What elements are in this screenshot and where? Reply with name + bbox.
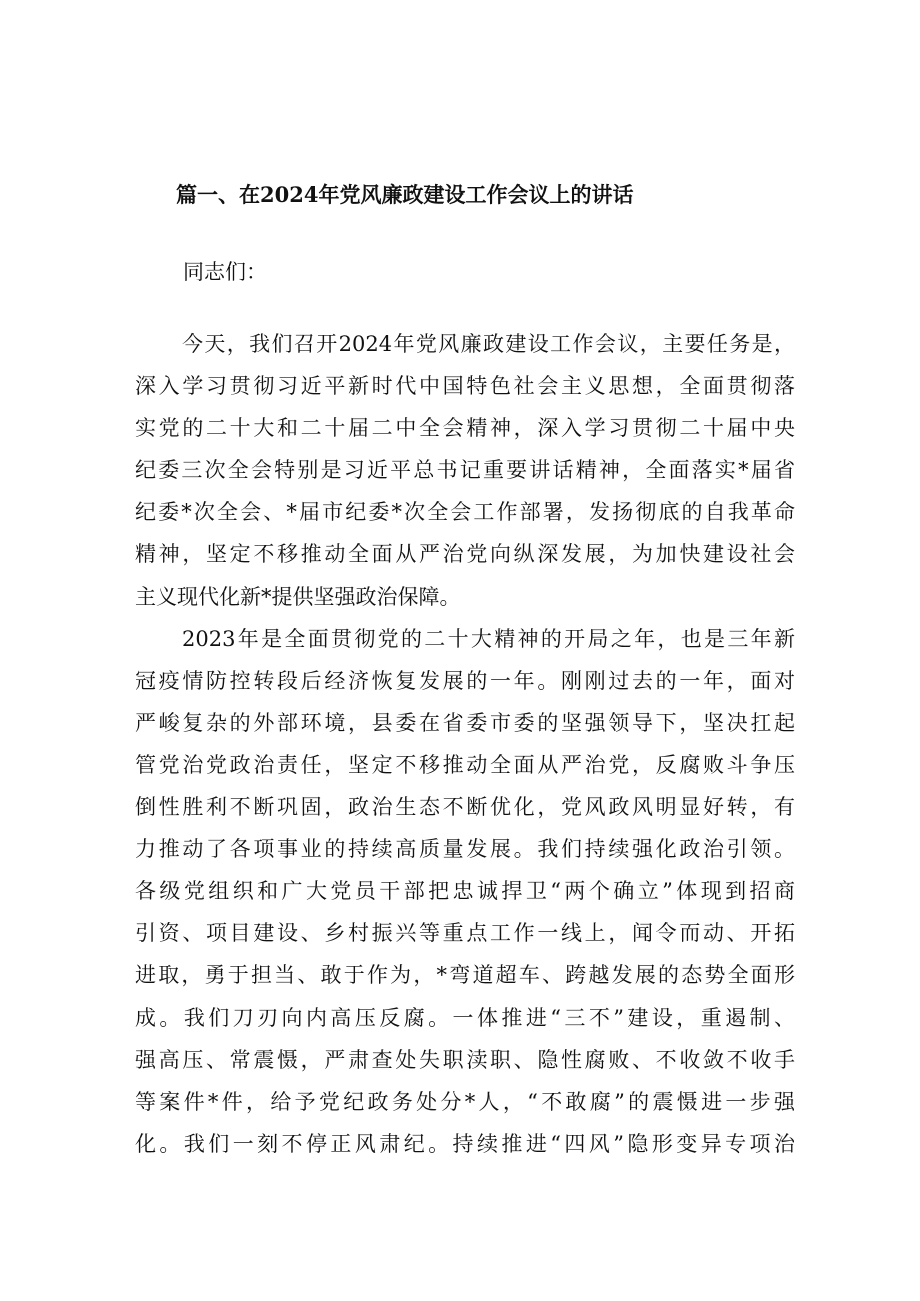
text-line: 主义现代化新*提供坚强政治保障。	[135, 584, 461, 609]
text-line: 冠疫情防控转段后经济恢复发展的一年。刚刚过去的一年，面对	[135, 668, 795, 693]
document-title: 篇一、在2024年党风廉政建设工作会议上的讲话	[176, 182, 634, 207]
body-text	[135, 323, 795, 1165]
text-line: 化。我们一刻不停正风肃纪。持续推进“四风”隐形变异专项治	[135, 1131, 795, 1156]
text-line: 等案件*件，给予党纪政务处分*人，“不敢腐”的震慑进一步强	[135, 1089, 795, 1114]
text-line: 精神，坚定不移推动全面从严治党向纵深发展，为加快建设社会	[135, 542, 795, 567]
text-line: 力推动了各项事业的持续高质量发展。我们持续强化政治引领。	[135, 837, 795, 862]
text-line: 管党治党政治责任，坚定不移推动全面从严治党，反腐败斗争压	[135, 752, 795, 777]
text-line: 倒性胜利不断巩固，政治生态不断优化，党风政风明显好转，有	[135, 795, 795, 820]
text-line: 纪委*次全会、*届市纪委*次全会工作部署，发扬彻底的自我革命	[135, 500, 795, 525]
text-line: 深入学习贯彻习近平新时代中国特色社会主义思想，全面贯彻落	[135, 374, 795, 399]
text-line: 各级党组织和广大党员干部把忠诚捍卫“两个确立”体现到招商	[135, 879, 795, 904]
text-line: 今天，我们召开2024年党风廉政建设工作会议，主要任务是，	[182, 332, 795, 356]
text-line: 实党的二十大和二十届二中全会精神，深入学习贯彻二十届中央	[135, 416, 795, 441]
text-line: 强高压、常震慑，严肃查处失职渎职、隐性腐败、不收敛不收手	[135, 1047, 795, 1072]
text-line: 进取，勇于担当、敢于作为，*弯道超车、跨越发展的态势全面形	[135, 963, 795, 988]
text-line: 2023年是全面贯彻党的二十大精神的开局之年，也是三年新	[182, 626, 795, 651]
text-line: 纪委三次全会特别是习近平总书记重要讲话精神，全面落实*届省	[135, 458, 795, 483]
salutation: 同志们：	[183, 260, 267, 284]
text-line: 严峻复杂的外部环境，县委在省委市委的坚强领导下，坚决扛起	[135, 710, 795, 735]
text-line: 引资、项目建设、乡村振兴等重点工作一线上，闻令而动、开拓	[135, 921, 795, 946]
text-line: 成。我们刀刃向内高压反腐。一体推进“三不”建设，重遏制、	[135, 1005, 795, 1030]
